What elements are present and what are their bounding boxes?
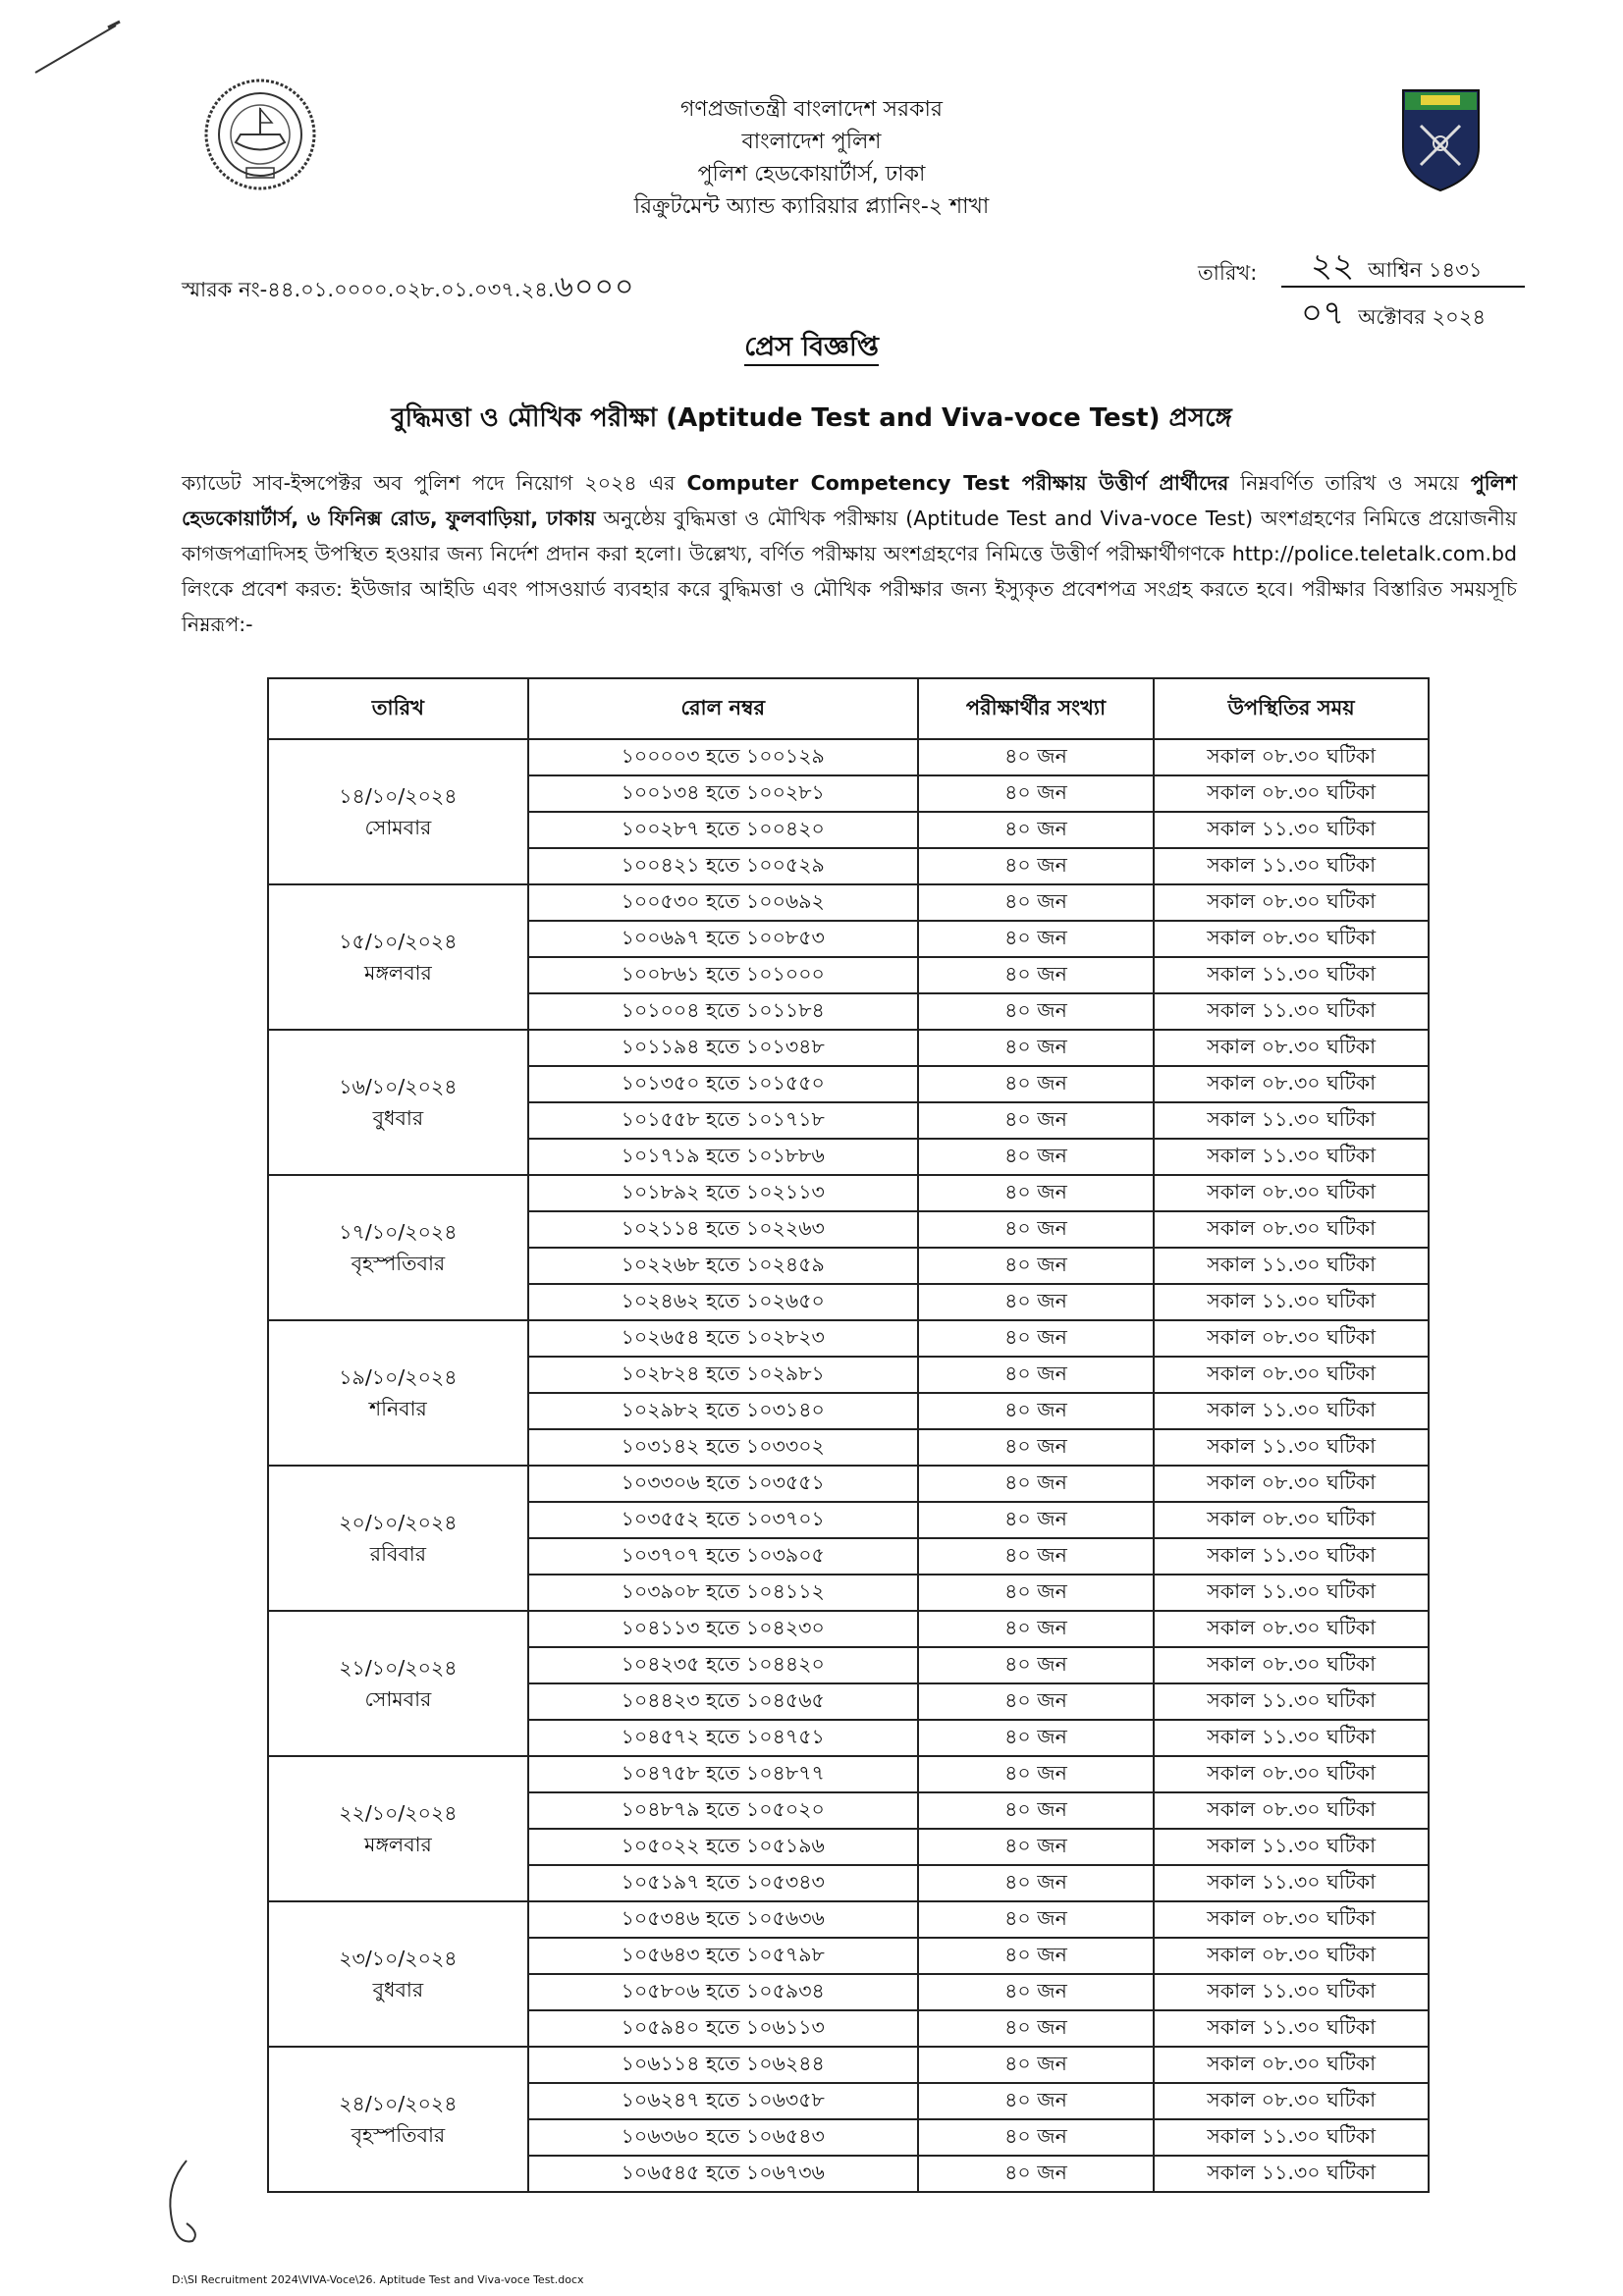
date-label: তারিখ: — [1198, 261, 1258, 285]
date-cell — [268, 1611, 528, 1756]
date-value: ১৭/১০/২০২৪ — [339, 1220, 458, 1244]
roll-range-cell: ১০১৮৯২ হতে ১০২১১৩ — [528, 1175, 918, 1211]
attendance-time-cell: সকাল ১১.৩০ ঘটিকা — [1154, 1429, 1429, 1466]
roll-range-cell: ১০৪৭৫৮ হতে ১০৪৮৭৭ — [528, 1756, 918, 1792]
date-cell — [268, 1466, 528, 1611]
candidate-count-cell: ৪০ জন — [918, 1865, 1155, 1901]
body-paragraph — [182, 465, 1517, 642]
date-cell — [268, 884, 528, 1030]
candidate-count-cell: ৪০ জন — [918, 2083, 1155, 2119]
roll-range-cell: ১০০০০৩ হতে ১০০১২৯ — [528, 739, 918, 775]
org-line-government: গণপ্রজাতন্ত্রী বাংলাদেশ সরকার — [679, 97, 944, 122]
roll-range-cell: ১০৫০২২ হতে ১০৫১৯৬ — [528, 1829, 918, 1865]
roll-range-cell: ১০২১১৪ হতে ১০২২৬৩ — [528, 1211, 918, 1248]
page-title — [0, 327, 1623, 371]
attendance-time-cell: সকাল ১১.৩০ ঘটিকা — [1154, 1139, 1429, 1175]
roll-range-cell: ১০২৪৬২ হতে ১০২৬৫০ — [528, 1284, 918, 1320]
roll-range-cell: ১০২৮২৪ হতে ১০২৯৮১ — [528, 1357, 918, 1393]
header-roll: রোল নম্বর — [528, 678, 918, 739]
attendance-time-cell: সকাল ০৮.৩০ ঘটিকা — [1154, 1211, 1429, 1248]
date-cell — [268, 1756, 528, 1901]
date-value: ১৯/১০/২০২৪ — [339, 1365, 458, 1389]
table-row — [268, 1030, 1429, 1066]
attendance-time-cell: সকাল ০৮.৩০ ঘটিকা — [1154, 1756, 1429, 1792]
body-text-bold-2: পুলিশ হেডকোয়ার্টার্স, ৬ ফিনিক্স রোড, ফুলবাড়িয়া, ঢাকায় — [182, 471, 1517, 530]
candidate-count-cell: ৪০ জন — [918, 1102, 1155, 1139]
candidate-count-cell: ৪০ জন — [918, 1211, 1155, 1248]
roll-range-cell: ১০৩৫৫২ হতে ১০৩৭০১ — [528, 1502, 918, 1538]
table-row — [268, 1175, 1429, 1211]
candidate-count-cell: ৪০ জন — [918, 1030, 1155, 1066]
attendance-time-cell: সকাল ০৮.৩০ ঘটিকা — [1154, 1647, 1429, 1683]
date-value: ২৪/১০/২০২৪ — [339, 2092, 458, 2115]
attendance-time-cell: সকাল ১১.৩০ ঘটিকা — [1154, 1974, 1429, 2010]
attendance-time-cell: সকাল ০৮.৩০ ঘটিকা — [1154, 921, 1429, 957]
attendance-time-cell: সকাল ১১.৩০ ঘটিকা — [1154, 1575, 1429, 1611]
schedule-table — [267, 677, 1430, 2193]
candidate-count-cell: ৪০ জন — [918, 739, 1155, 775]
roll-range-cell: ১০০৬৯৭ হতে ১০০৮৫৩ — [528, 921, 918, 957]
roll-range-cell: ১০৬১১৪ হতে ১০৬২৪৪ — [528, 2047, 918, 2083]
table-row — [268, 739, 1429, 775]
attendance-time-cell: সকাল ০৮.৩০ ঘটিকা — [1154, 2083, 1429, 2119]
attendance-time-cell: সকাল ১১.৩০ ঘটিকা — [1154, 1393, 1429, 1429]
candidate-count-cell: ৪০ জন — [918, 1829, 1155, 1865]
roll-range-cell: ১০১৩৫০ হতে ১০১৫৫০ — [528, 1066, 918, 1102]
roll-range-cell: ১০৩৯০৮ হতে ১০৪১১২ — [528, 1575, 918, 1611]
roll-range-cell: ১০৪২৩৫ হতে ১০৪৪২০ — [528, 1647, 918, 1683]
attendance-time-cell: সকাল ১১.৩০ ঘটিকা — [1154, 957, 1429, 993]
weekday-value: রবিবার — [369, 1542, 426, 1566]
roll-range-cell: ১০২২৬৮ হতে ১০২৪৫৯ — [528, 1248, 918, 1284]
memo-number — [182, 263, 635, 313]
candidate-count-cell: ৪০ জন — [918, 1502, 1155, 1538]
roll-range-cell: ১০২৬৫৪ হতে ১০২৮২৩ — [528, 1320, 918, 1357]
date-value: ২২/১০/২০২৪ — [339, 1801, 458, 1825]
attendance-time-cell: সকাল ০৮.৩০ ঘটিকা — [1154, 1502, 1429, 1538]
candidate-count-cell: ৪০ জন — [918, 1938, 1155, 1974]
candidate-count-cell: ৪০ জন — [918, 2010, 1155, 2047]
header-time: উপস্থিতির সময় — [1154, 678, 1429, 739]
candidate-count-cell: ৪০ জন — [918, 1974, 1155, 2010]
body-text-3: অনুষ্ঠেয় বুদ্ধিমত্তা ও মৌখিক পরীক্ষায় (Aptitude Test and Viva-voce Test) অংশগ্রহণের নিমিত্তে প্রয়োজনীয় কাগজপত্রাদিসহ উপস্থিত হওয়ার জন্য নির্দেশ প্রদান করা হলো। উল্লেখ্য, বর্ণিত পরীক্ষায় অংশগ্রহণের নিমিত্তে উত্তীর্ণ পরীক্ষার্থীগণকে http://police.teletalk.com.bd লিংকে প্রবেশ করত: ইউজার আইডি এবং পাসওয়ার্ড ব্যবহার করে বুদ্ধিমত্তা ও মৌখিক পরীক্ষার জন্য ইস্যুকৃত প্রবেশপত্র সংগ্রহ করতে হবে। পরীক্ষার বিস্তারিত সময়সূচি নিম্নরূপ:- — [182, 507, 1517, 636]
candidate-count-cell: ৪০ জন — [918, 884, 1155, 921]
date-value: ২৩/১০/২০২৪ — [339, 1947, 458, 1970]
candidate-count-cell: ৪০ জন — [918, 2047, 1155, 2083]
candidate-count-cell: ৪০ জন — [918, 1611, 1155, 1647]
candidate-count-cell: ৪০ জন — [918, 1720, 1155, 1756]
candidate-count-cell: ৪০ জন — [918, 1466, 1155, 1502]
subject-line: বুদ্ধিমত্তা ও মৌখিক পরীক্ষা (Aptitude Test and Viva-voce Test) প্রসঙ্গে — [391, 403, 1232, 433]
candidate-count-cell: ৪০ জন — [918, 1139, 1155, 1175]
weekday-value: মঙ্গলবার — [363, 1833, 432, 1856]
candidate-count-cell: ৪০ জন — [918, 1756, 1155, 1792]
candidate-count-cell: ৪০ জন — [918, 1357, 1155, 1393]
attendance-time-cell: সকাল ০৮.৩০ ঘটিকা — [1154, 775, 1429, 812]
table-row — [268, 1901, 1429, 1938]
table-row — [268, 1320, 1429, 1357]
memo-handwritten-number: ৬০০০ — [554, 270, 635, 304]
weekday-value: সোমবার — [364, 816, 432, 839]
attendance-time-cell: সকাল ১১.৩০ ঘটিকা — [1154, 1538, 1429, 1575]
candidate-count-cell: ৪০ জন — [918, 775, 1155, 812]
attendance-time-cell: সকাল ০৮.৩০ ঘটিকা — [1154, 1938, 1429, 1974]
date-cell — [268, 1901, 528, 2047]
date-cell — [268, 2047, 528, 2192]
attendance-time-cell: সকাল ০৮.৩০ ঘটিকা — [1154, 1357, 1429, 1393]
candidate-count-cell: ৪০ জন — [918, 957, 1155, 993]
attendance-time-cell: সকাল ০৮.৩০ ঘটিকা — [1154, 1611, 1429, 1647]
roll-range-cell: ১০৫৬৪৩ হতে ১০৫৭৯৮ — [528, 1938, 918, 1974]
weekday-value: বুধবার — [372, 1106, 424, 1130]
date-cell — [268, 739, 528, 884]
table-row — [268, 1466, 1429, 1502]
candidate-count-cell: ৪০ জন — [918, 1175, 1155, 1211]
roll-range-cell: ১০১৭১৯ হতে ১০১৮৮৬ — [528, 1139, 918, 1175]
attendance-time-cell: সকাল ১১.৩০ ঘটিকা — [1154, 993, 1429, 1030]
roll-range-cell: ১০০৮৬১ হতে ১০১০০০ — [528, 957, 918, 993]
roll-range-cell: ১০৫৯৪০ হতে ১০৬১১৩ — [528, 2010, 918, 2047]
attendance-time-cell: সকাল ১১.৩০ ঘটিকা — [1154, 1865, 1429, 1901]
date-block — [1281, 240, 1527, 339]
candidate-count-cell: ৪০ জন — [918, 993, 1155, 1030]
date-greg-month: অক্টোবর ২০২৪ — [1358, 305, 1487, 329]
weekday-value: শনিবার — [368, 1397, 427, 1420]
candidate-count-cell: ৪০ জন — [918, 1683, 1155, 1720]
date-bangla-day: ২২ — [1311, 246, 1355, 286]
candidate-count-cell: ৪০ জন — [918, 1429, 1155, 1466]
schedule-table-body — [268, 739, 1429, 2192]
table-header-row — [268, 678, 1429, 739]
body-text-bold-1: Computer Competency Test পরীক্ষায় উত্তীর্ণ প্রার্থীদের — [686, 471, 1229, 495]
table-row — [268, 1611, 1429, 1647]
weekday-value: মঙ্গলবার — [363, 961, 432, 985]
date-value: ১৫/১০/২০২৪ — [339, 930, 458, 953]
attendance-time-cell: সকাল ১১.৩০ ঘটিকা — [1154, 1683, 1429, 1720]
roll-range-cell: ১০৬৫৪৫ হতে ১০৬৭৩৬ — [528, 2156, 918, 2192]
candidate-count-cell: ৪০ জন — [918, 921, 1155, 957]
roll-range-cell: ১০৪৪২৩ হতে ১০৪৫৬৫ — [528, 1683, 918, 1720]
date-cell — [268, 1320, 528, 1466]
attendance-time-cell: সকাল ০৮.৩০ ঘটিকা — [1154, 1320, 1429, 1357]
table-row — [268, 1756, 1429, 1792]
roll-range-cell: ১০৪৮৭৯ হতে ১০৫০২০ — [528, 1792, 918, 1829]
candidate-count-cell: ৪০ জন — [918, 1647, 1155, 1683]
table-row — [268, 884, 1429, 921]
roll-range-cell: ১০০৫৩০ হতে ১০০৬৯২ — [528, 884, 918, 921]
memo-label: স্মারক নং-৪৪.০১.০০০০.০২৮.০১.০৩৭.২৪. — [182, 278, 555, 301]
attendance-time-cell: সকাল ১১.৩০ ঘটিকা — [1154, 848, 1429, 884]
roll-range-cell: ১০৫৮০৬ হতে ১০৫৯৩৪ — [528, 1974, 918, 2010]
attendance-time-cell: সকাল ০৮.৩০ ঘটিকা — [1154, 1466, 1429, 1502]
roll-range-cell: ১০১৫৫৮ হতে ১০১৭১৮ — [528, 1102, 918, 1139]
roll-range-cell: ১০০২৮৭ হতে ১০০৪২০ — [528, 812, 918, 848]
attendance-time-cell: সকাল ১১.৩০ ঘটিকা — [1154, 2010, 1429, 2047]
candidate-count-cell: ৪০ জন — [918, 1792, 1155, 1829]
attendance-time-cell: সকাল ১১.৩০ ঘটিকা — [1154, 2156, 1429, 2192]
body-text-1: ক্যাডেট সাব-ইন্সপেক্টর অব পুলিশ পদে নিয়োগ ২০২৪ এর — [182, 471, 687, 495]
table-row — [268, 2047, 1429, 2083]
org-line-police: বাংলাদেশ পুলিশ — [741, 130, 882, 154]
roll-range-cell: ১০১১৯৪ হতে ১০১৩৪৮ — [528, 1030, 918, 1066]
candidate-count-cell: ৪০ জন — [918, 2119, 1155, 2156]
candidate-count-cell: ৪০ জন — [918, 1393, 1155, 1429]
attendance-time-cell: সকাল ১১.৩০ ঘটিকা — [1154, 1720, 1429, 1756]
org-line-branch: রিক্রুটমেন্ট অ্যান্ড ক্যারিয়ার প্ল্যানিং-২ শাখা — [633, 194, 990, 219]
attendance-time-cell: সকাল ০৮.৩০ ঘটিকা — [1154, 739, 1429, 775]
candidate-count-cell: ৪০ জন — [918, 1066, 1155, 1102]
candidate-count-cell: ৪০ জন — [918, 2156, 1155, 2192]
candidate-count-cell: ৪০ জন — [918, 1575, 1155, 1611]
roll-range-cell: ১০৪১১৩ হতে ১০৪২৩০ — [528, 1611, 918, 1647]
attendance-time-cell: সকাল ০৮.৩০ ঘটিকা — [1154, 1901, 1429, 1938]
press-release-title: প্রেস বিজ্ঞপ্তি — [744, 332, 879, 366]
roll-range-cell: ১০৫৩৪৬ হতে ১০৫৬৩৬ — [528, 1901, 918, 1938]
header-count: পরীক্ষার্থীর সংখ্যা — [918, 678, 1155, 739]
attendance-time-cell: সকাল ১১.৩০ ঘটিকা — [1154, 812, 1429, 848]
attendance-time-cell: সকাল ০৮.৩০ ঘটিকা — [1154, 1792, 1429, 1829]
attendance-time-cell: সকাল ০৮.৩০ ঘটিকা — [1154, 884, 1429, 921]
candidate-count-cell: ৪০ জন — [918, 1320, 1155, 1357]
weekday-value: বৃহস্পতিবার — [351, 1252, 446, 1275]
date-cell — [268, 1030, 528, 1175]
attendance-time-cell: সকাল ১১.৩০ ঘটিকা — [1154, 1248, 1429, 1284]
candidate-count-cell: ৪০ জন — [918, 848, 1155, 884]
attendance-time-cell: সকাল ১১.৩০ ঘটিকা — [1154, 1102, 1429, 1139]
weekday-value: সোমবার — [364, 1687, 432, 1711]
pen-stroke-mark — [29, 20, 128, 79]
attendance-time-cell: সকাল ০৮.৩০ ঘটিকা — [1154, 2047, 1429, 2083]
candidate-count-cell: ৪০ জন — [918, 1248, 1155, 1284]
date-value: ১৬/১০/২০২৪ — [339, 1075, 458, 1098]
date-value: ২০/১০/২০২৪ — [339, 1511, 458, 1534]
org-line-headquarters: পুলিশ হেডকোয়ার্টার্স, ঢাকা — [697, 162, 926, 187]
attendance-time-cell: সকাল ০৮.৩০ ঘটিকা — [1154, 1030, 1429, 1066]
candidate-count-cell: ৪০ জন — [918, 812, 1155, 848]
weekday-value: বুধবার — [372, 1978, 424, 2002]
header-date: তারিখ — [268, 678, 528, 739]
date-bangla-month: আশ্বিন ১৪৩১ — [1368, 258, 1483, 282]
roll-range-cell: ১০৩৩০৬ হতে ১০৩৫৫১ — [528, 1466, 918, 1502]
roll-range-cell: ১০৬২৪৭ হতে ১০৬৩৫৮ — [528, 2083, 918, 2119]
attendance-time-cell: সকাল ১১.৩০ ঘটিকা — [1154, 1829, 1429, 1865]
date-cell — [268, 1175, 528, 1320]
roll-range-cell: ১০০১৩৪ হতে ১০০২৮১ — [528, 775, 918, 812]
weekday-value: বৃহস্পতিবার — [351, 2123, 446, 2147]
date-value: ২১/১০/২০২৪ — [339, 1656, 458, 1680]
roll-range-cell: ১০৬৩৬০ হতে ১০৬৫৪৩ — [528, 2119, 918, 2156]
body-text-2: নিম্নবর্ণিত তারিখ ও সময়ে — [1228, 471, 1471, 495]
attendance-time-cell: সকাল ১১.৩০ ঘটিকা — [1154, 2119, 1429, 2156]
attendance-time-cell: সকাল ০৮.৩০ ঘটিকা — [1154, 1175, 1429, 1211]
roll-range-cell: ১০৩১৪২ হতে ১০৩৩০২ — [528, 1429, 918, 1466]
candidate-count-cell: ৪০ জন — [918, 1901, 1155, 1938]
roll-range-cell: ১০২৯৮২ হতে ১০৩১৪০ — [528, 1393, 918, 1429]
attendance-time-cell: সকাল ০৮.৩০ ঘটিকা — [1154, 1066, 1429, 1102]
roll-range-cell: ১০০৪২১ হতে ১০০৫২৯ — [528, 848, 918, 884]
handwritten-signature-mark — [157, 2155, 206, 2253]
date-greg-day: ০৭ — [1301, 294, 1345, 333]
candidate-count-cell: ৪০ জন — [918, 1284, 1155, 1320]
candidate-count-cell: ৪০ জন — [918, 1538, 1155, 1575]
footer-file-path: D:\SI Recruitment 2024\VIVA-Voce\26. Aptitude Test and Viva-voce Test.docx — [172, 2273, 584, 2286]
attendance-time-cell: সকাল ১১.৩০ ঘটিকা — [1154, 1284, 1429, 1320]
date-value: ১৪/১০/২০২৪ — [339, 784, 458, 808]
roll-range-cell: ১০১০০৪ হতে ১০১১৮৪ — [528, 993, 918, 1030]
roll-range-cell: ১০৩৭০৭ হতে ১০৩৯০৫ — [528, 1538, 918, 1575]
roll-range-cell: ১০৫১৯৭ হতে ১০৫৩৪৩ — [528, 1865, 918, 1901]
roll-range-cell: ১০৪৫৭২ হতে ১০৪৭৫১ — [528, 1720, 918, 1756]
